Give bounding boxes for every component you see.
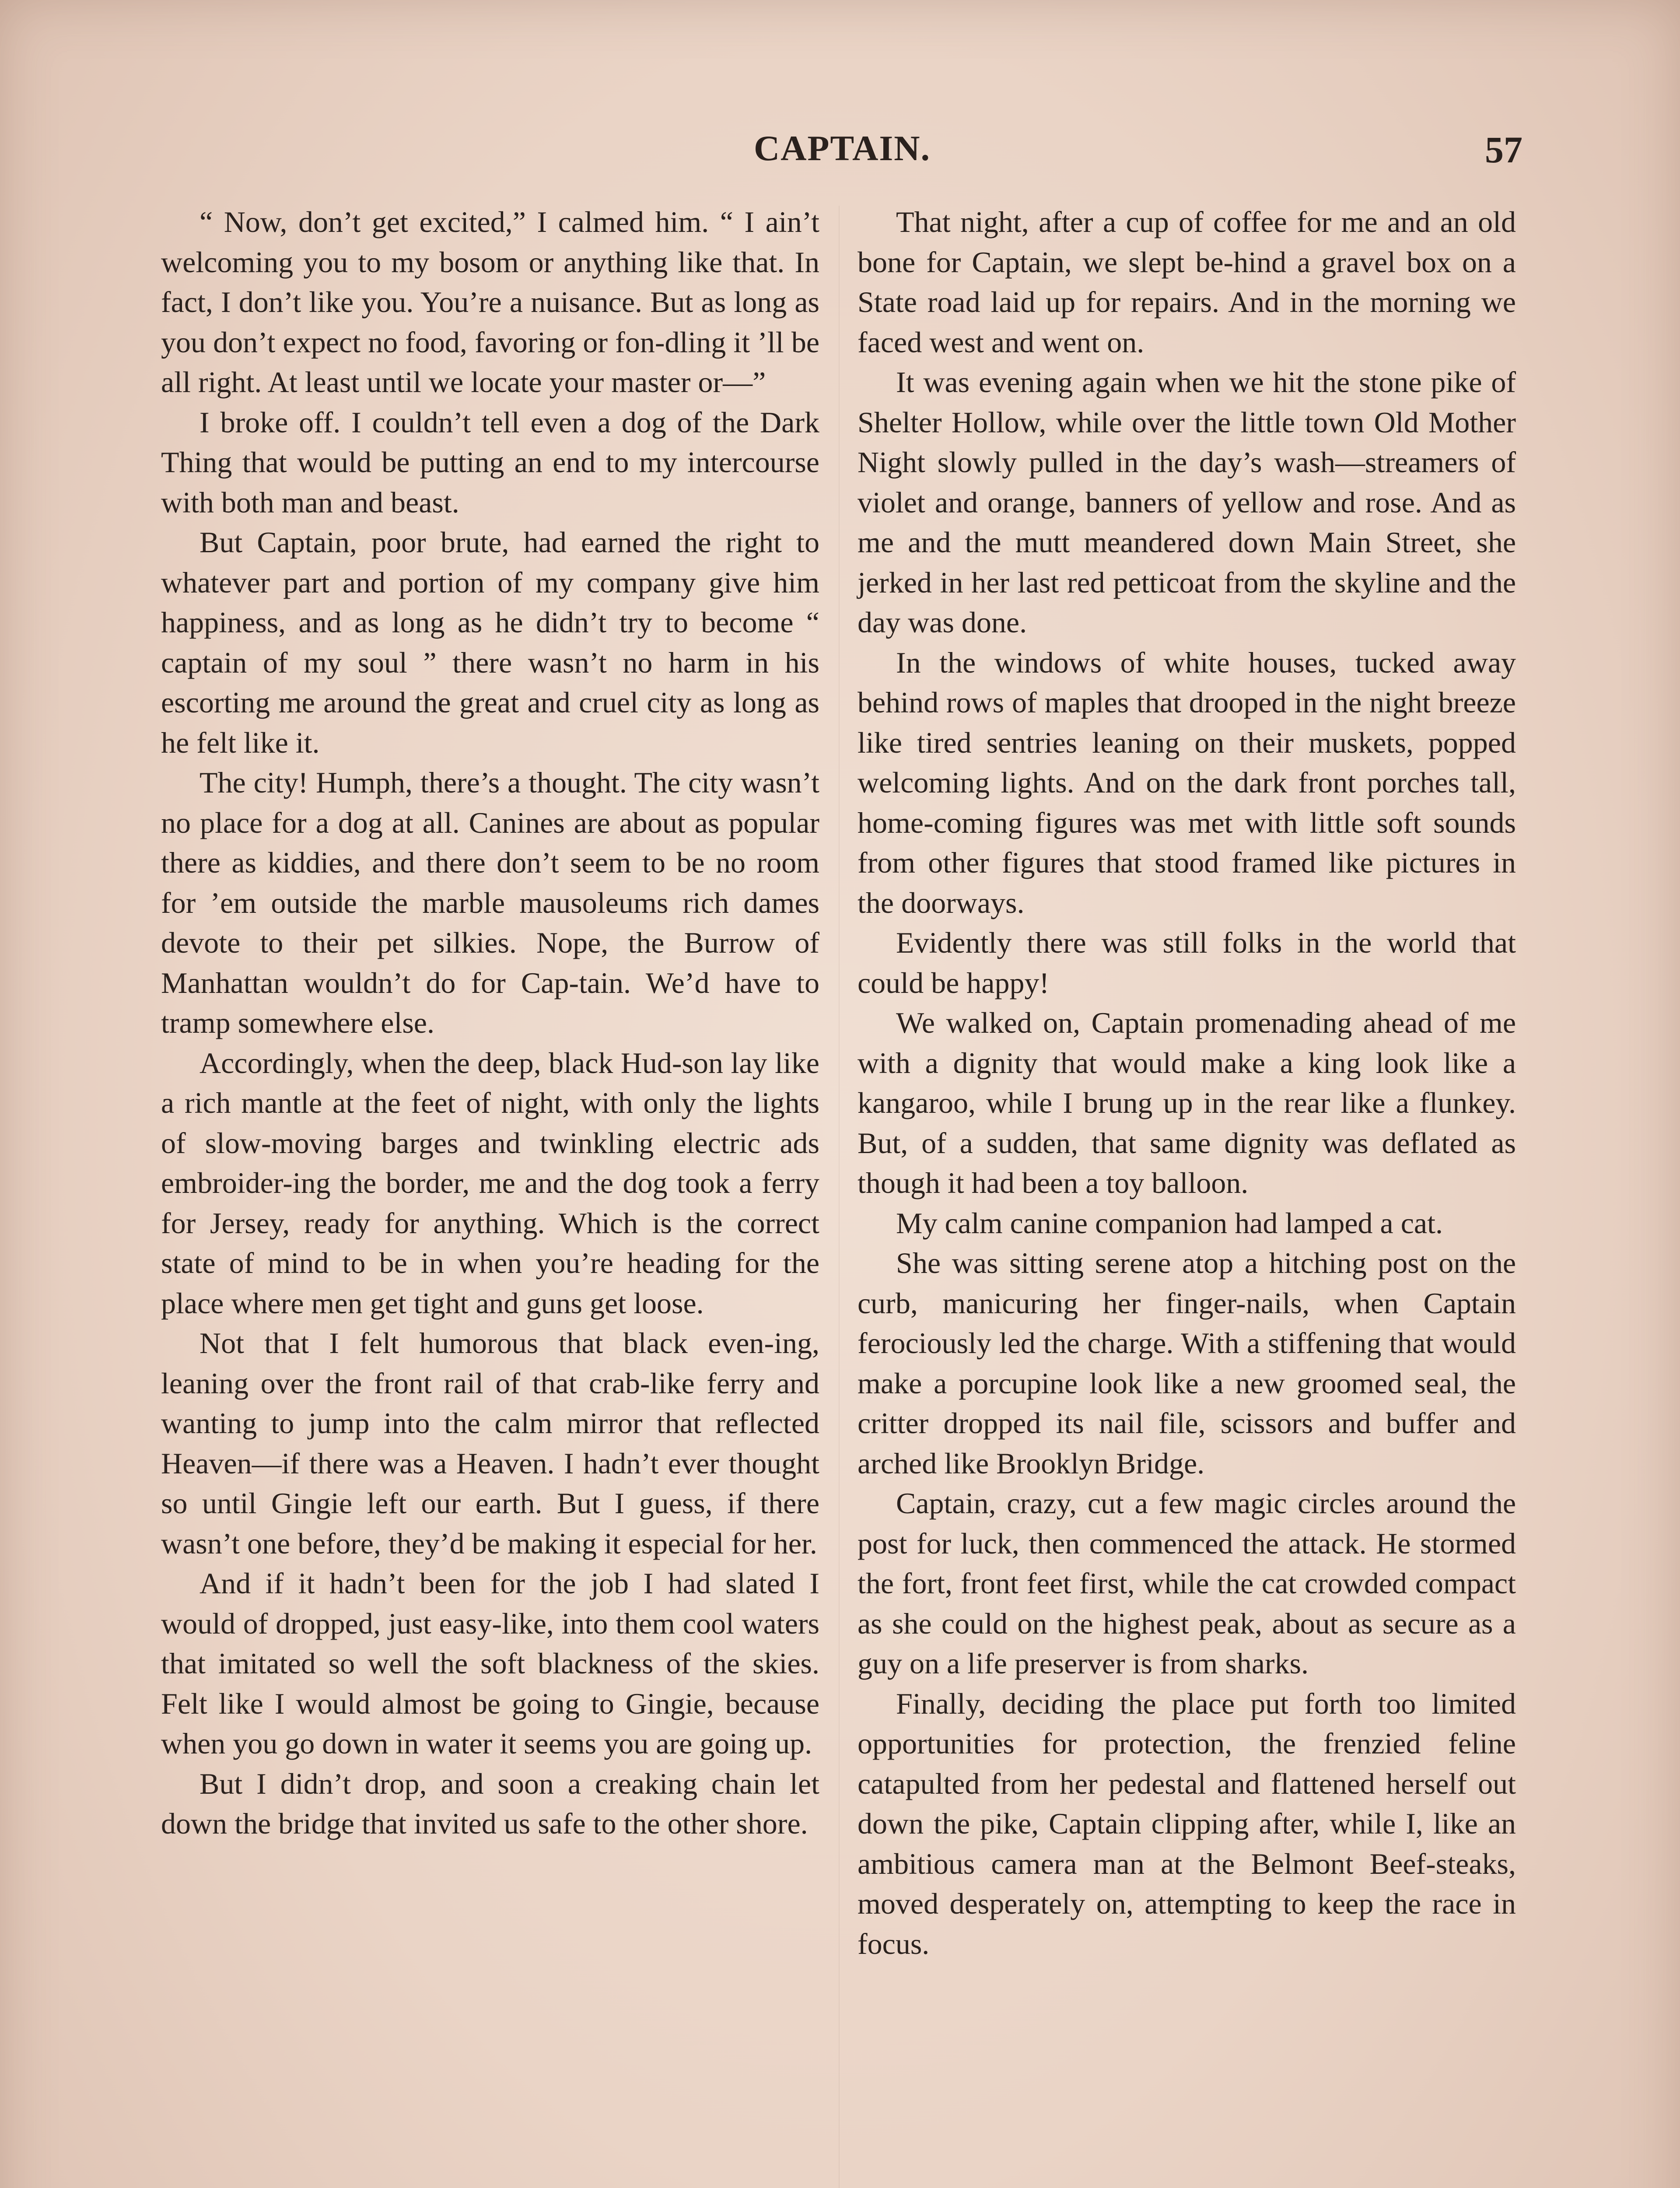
story-title: CAPTAIN. xyxy=(754,128,931,168)
paragraph: In the windows of white houses, tucked away behind rows of maples that drooped in the night breeze like tired sentries leaning on their muskets, popped welcoming lights. And on the dark front porches tall, home-coming figures was met with little soft sounds from other figures that stood framed like pictures in the doorways. xyxy=(858,645,1516,919)
paragraph: “ Now, don’t get excited,” I calmed him. “ I ain’t welcoming you to my bosom or anything like that. In fact, I don’t like you. You’re a nuisance. But as long as you don’t expect no food, favoring or fon-dling it ’ll be all right. At least until we locate your master or—” xyxy=(161,205,819,399)
paragraph: That night, after a cup of coffee for me and an old bone for Captain, we slept be-hind a gravel box on a State road laid up for repairs. And in the morning we faced west and went on. xyxy=(858,205,1516,359)
paragraph: The city! Humph, there’s a thought. The city wasn’t no place for a dog at all. Canines are about as popular there as kiddies, and there don’t seem to be no room for ’em outside the marble mausoleums rich dames devote to their pet silkies. Nope, the Burrow of Manhattan wouldn’t do for Cap-tain. We’d have to tramp somewhere else. xyxy=(161,766,819,1039)
paragraph: Finally, deciding the place put forth too limited opportunities for protection, the frenzied feline catapulted from her pedestal and flattened herself out down the pike, Captain clipping after, while I, like an ambitious camera man at the Belmont Beef-steaks, moved desperately on, attempting to keep the race in focus. xyxy=(858,1687,1516,1960)
paragraph: Not that I felt humorous that black even-ing, leaning over the front rail of that crab-like ferry and wanting to jump into the calm mirror that reflected Heaven—if there was a Heaven. I hadn’t ever thought so until Gingie left our earth. But I guess, if there wasn’t one before, they’d be making it especial for her. xyxy=(161,1326,819,1560)
page-number: 57 xyxy=(1485,129,1522,171)
paragraph: She was sitting serene atop a hitching post on the curb, manicuring her finger-nails, when Captain ferociously led the charge. With a stiffening that would make a porcupine look like a new groomed seal, the critter dropped its nail file, scissors and buffer and arched like Brooklyn Bridge. xyxy=(858,1246,1516,1480)
paragraph: It was evening again when we hit the stone pike of Shelter Hollow, while over the little town Old Mother Night slowly pulled in the day’s wash—streamers of violet and orange, banners of yellow and rose. And as me and the mutt meandered down Main Street, she jerked in her last red petticoat from the skyline and the day was done. xyxy=(858,365,1516,639)
paragraph: Evidently there was still folks in the world that could be happy! xyxy=(858,926,1516,999)
paragraph: And if it hadn’t been for the job I had slated I would of dropped, just easy-like, into them cool waters that imitated so well the soft blackness of the skies. Felt like I would almost be going to Gingie, because when you go down in water it seems you are going up. xyxy=(161,1567,819,1760)
paragraph: But Captain, poor brute, had earned the right to whatever part and portion of my company give him happiness, and as long as he didn’t try to become “ captain of my soul ” there wasn’t no harm in his escorting me around the great and cruel city as long as he felt like it. xyxy=(161,526,819,759)
column-gutter xyxy=(839,206,840,2188)
paragraph: We walked on, Captain promenading ahead of me with a dignity that would make a king look like a kangaroo, while I brung up in the rear like a flunkey. But, of a sudden, that same dignity was deflated as though it had been a toy balloon. xyxy=(858,1006,1516,1199)
running-head xyxy=(162,128,1522,176)
paragraph: Captain, crazy, cut a few magic circles around the post for luck, then commenced the attack. He stormed the fort, front feet first, while the cat crowded compact as she could on the highest peak, about as secure as a guy on a life preserver is from sharks. xyxy=(858,1487,1516,1680)
paragraph: Accordingly, when the deep, black Hud-son lay like a rich mantle at the feet of night, with only the lights of slow-moving barges and twinkling electric ads embroider-ing the border, me and the dog took a ferry for Jersey, ready for anything. Which is the correct state of mind to be in when you’re heading for the place where men get tight and guns get loose. xyxy=(161,1046,819,1320)
paragraph: I broke off. I couldn’t tell even a dog of the Dark Thing that would be putting an end to my intercourse with both man and beast. xyxy=(161,405,819,519)
paragraph: My calm canine companion had lamped a cat. xyxy=(896,1206,1443,1240)
left-column xyxy=(161,202,819,1844)
paragraph: But I didn’t drop, and soon a creaking chain let down the bridge that invited us safe to the other shore. xyxy=(161,1767,819,1840)
right-column xyxy=(858,202,1516,1964)
